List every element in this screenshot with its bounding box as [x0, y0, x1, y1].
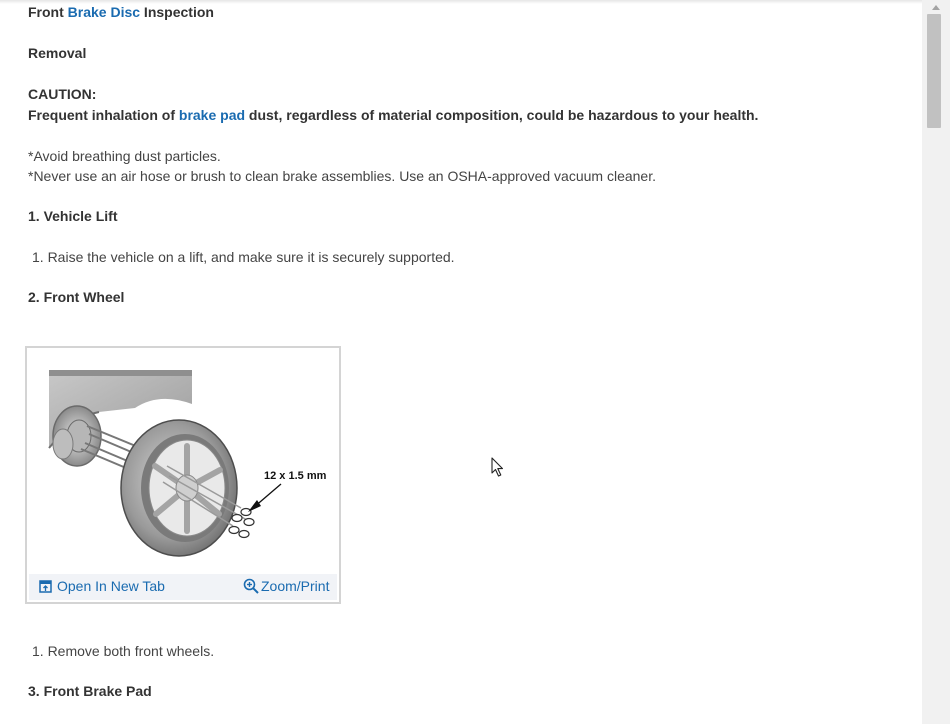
- brake-disc-link[interactable]: Brake Disc: [67, 4, 141, 20]
- scroll-up-arrow-icon[interactable]: [928, 0, 944, 14]
- step-instruction: 1. Remove both front wheels.: [32, 643, 215, 659]
- open-in-new-tab-label: Open In New Tab: [57, 578, 165, 594]
- zoom-magnifier-icon: [243, 578, 259, 594]
- step-title: 3. Front Brake Pad: [28, 683, 152, 699]
- step-instruction: 1. Raise the vehicle on a lift, and make sure it is securely supported.: [32, 249, 455, 265]
- figure-toolbar: [29, 574, 337, 600]
- zoom-print-button[interactable]: [243, 578, 329, 594]
- zoom-print-label: Zoom/Print: [261, 578, 330, 594]
- open-in-new-tab-button[interactable]: [39, 578, 165, 594]
- caution-text: [28, 105, 758, 125]
- note-item: *Avoid breathing dust particles.: [28, 148, 221, 164]
- title-prefix: Front: [28, 4, 68, 20]
- section-removal: Removal: [28, 45, 87, 61]
- mouse-pointer-icon: [491, 457, 505, 479]
- wheel-removal-figure: [25, 346, 341, 604]
- wheel-diagram-illustration: [27, 348, 339, 574]
- step-title: 1. Vehicle Lift: [28, 208, 118, 224]
- open-new-tab-icon: [39, 580, 52, 593]
- bolt-size-callout: 12 x 1.5 mm: [264, 470, 327, 482]
- page-title: [28, 2, 214, 22]
- note-item: *Never use an air hose or brush to clean brake assemblies. Use an OSHA-approved vacuum cleaner.: [28, 168, 656, 184]
- step-title: 2. Front Wheel: [28, 289, 125, 305]
- caution-suffix: dust, regardless of material composition, could be hazardous to your health.: [245, 107, 759, 123]
- caution-title: CAUTION:: [28, 86, 97, 102]
- vertical-scrollbar[interactable]: [922, 0, 950, 724]
- scrollbar-thumb[interactable]: [927, 14, 941, 128]
- title-suffix: Inspection: [140, 4, 214, 20]
- brake-pad-link[interactable]: brake pad: [178, 107, 246, 123]
- caution-prefix: Frequent inhalation of: [28, 107, 179, 123]
